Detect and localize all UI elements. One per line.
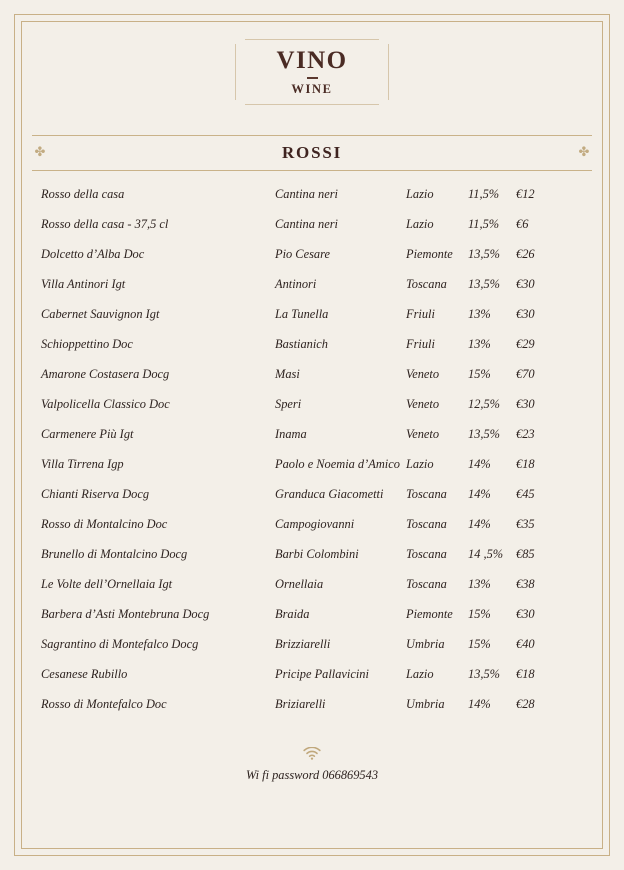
diamond-ornament-icon-left: ✤ [34, 145, 46, 160]
section-title: ROSSI [281, 143, 343, 162]
section-header-rossi [32, 135, 592, 171]
wine-region: Toscana [406, 547, 447, 561]
wine-producer: Speri [275, 397, 302, 411]
section-header-body [32, 136, 592, 170]
menu-subtitle: WINE [291, 82, 333, 97]
menu-footer [32, 747, 592, 783]
wine-price: €30 [516, 397, 535, 411]
wine-region: Veneto [406, 397, 440, 411]
wine-producer: Ornellaia [275, 577, 324, 591]
wine-producer: Braida [275, 607, 310, 621]
wine-price: €38 [516, 577, 535, 591]
wine-region: Umbria [406, 637, 445, 651]
wine-name: Amarone Costasera Docg [41, 367, 170, 381]
wine-row [32, 187, 592, 217]
wine-abv: 12,5% [468, 397, 501, 411]
wine-name: Rosso di Montalcino Doc [41, 517, 168, 531]
wine-region: Lazio [406, 217, 434, 231]
wine-list [32, 187, 592, 727]
wine-name: Brunello di Montalcino Docg [41, 547, 188, 561]
wine-name: Barbera d’Asti Montebruna Docg [41, 607, 210, 621]
wine-row [32, 427, 592, 457]
menu-title-block [32, 39, 592, 105]
wine-abv: 14% [468, 487, 491, 501]
wine-row [32, 547, 592, 577]
wine-producer: La Tunella [275, 307, 329, 321]
wine-row [32, 367, 592, 397]
wine-name: Le Volte dell’Ornellaia Igt [41, 577, 173, 591]
wine-name: Valpolicella Classico Doc [41, 397, 170, 411]
wine-row [32, 307, 592, 337]
wine-producer: Bastianich [275, 337, 328, 351]
section-rule-bottom [32, 170, 592, 171]
wine-row [32, 577, 592, 607]
wine-row [32, 457, 592, 487]
wifi-icon [303, 747, 321, 764]
title-cartouche [235, 39, 389, 105]
menu-content [32, 32, 592, 838]
wine-producer: Briziarelli [275, 697, 326, 711]
wine-row [32, 517, 592, 547]
wine-region: Toscana [406, 487, 447, 501]
wine-price: €12 [516, 187, 535, 201]
wine-abv: 15% [468, 637, 491, 651]
wine-producer: Paolo e Noemia d’Amico [275, 457, 400, 471]
wine-name: Rosso di Montefalco Doc [41, 697, 167, 711]
wine-abv: 13,5% [468, 277, 501, 291]
wine-price: €40 [516, 637, 535, 651]
wine-row [32, 697, 592, 727]
wine-producer: Barbi Colombini [275, 547, 359, 561]
wine-row [32, 217, 592, 247]
wine-abv: 14% [468, 457, 491, 471]
wine-name: Dolcetto d’Alba Doc [41, 247, 145, 261]
wine-abv: 11,5% [468, 217, 500, 231]
wine-abv: 13% [468, 337, 491, 351]
wine-name: Villa Tirrena Igp [41, 457, 124, 471]
wine-price: €6 [516, 217, 529, 231]
wine-region: Toscana [406, 577, 447, 591]
wine-producer: Pio Cesare [275, 247, 330, 261]
wine-abv: 13,5% [468, 247, 501, 261]
wine-name: Rosso della casa [41, 187, 125, 201]
wine-price: €35 [516, 517, 535, 531]
wine-row [32, 277, 592, 307]
wine-row [32, 667, 592, 697]
wine-price: €23 [516, 427, 535, 441]
wine-price: €30 [516, 307, 535, 321]
wine-row [32, 247, 592, 277]
wine-region: Piemonte [406, 607, 453, 621]
wine-region: Toscana [406, 277, 447, 291]
wine-producer: Antinori [275, 277, 317, 291]
menu-title: VINO [276, 47, 348, 75]
wine-producer: Brizziarelli [275, 637, 331, 651]
wine-producer: Pricipe Pallavicini [275, 667, 369, 681]
wine-region: Friuli [406, 337, 435, 351]
wine-name: Carmenere Più Igt [41, 427, 134, 441]
wine-price: €29 [516, 337, 535, 351]
wine-producer: Inama [275, 427, 307, 441]
wine-price: €30 [516, 277, 535, 291]
wine-region: Lazio [406, 457, 434, 471]
wine-abv: 13% [468, 307, 491, 321]
wine-price: €70 [516, 367, 535, 381]
wine-region: Friuli [406, 307, 435, 321]
wine-region: Piemonte [406, 247, 453, 261]
wine-abv: 11,5% [468, 187, 500, 201]
wine-name: Cabernet Sauvignon Igt [41, 307, 160, 321]
wine-abv: 14% [468, 697, 491, 711]
wine-region: Veneto [406, 427, 440, 441]
wine-name: Schioppettino Doc [41, 337, 133, 351]
wine-abv: 14% [468, 517, 491, 531]
wine-producer: Granduca Giacometti [275, 487, 384, 501]
wine-name: Rosso della casa - 37,5 cl [41, 217, 169, 231]
wine-producer: Campogiovanni [275, 517, 355, 531]
wine-price: €26 [516, 247, 535, 261]
wifi-password-text: Wi fi password 066869543 [245, 768, 379, 782]
wine-region: Lazio [406, 667, 434, 681]
wine-name: Chianti Riserva Docg [41, 487, 150, 501]
title-divider-dash [307, 77, 318, 79]
wine-region: Umbria [406, 697, 445, 711]
wine-producer: Masi [275, 367, 300, 381]
wine-row [32, 397, 592, 427]
wine-row [32, 487, 592, 517]
wine-price: €45 [516, 487, 535, 501]
wine-name: Villa Antinori Igt [41, 277, 126, 291]
diamond-ornament-icon-right: ✤ [578, 145, 590, 160]
wine-price: €30 [516, 607, 535, 621]
wine-abv: 15% [468, 367, 491, 381]
wine-price: €28 [516, 697, 535, 711]
wine-abv: 15% [468, 607, 491, 621]
wine-name: Cesanese Rubillo [41, 667, 128, 681]
wine-price: €85 [516, 547, 535, 561]
wine-producer: Cantina neri [275, 187, 338, 201]
wine-abv: 13,5% [468, 667, 501, 681]
wine-row [32, 607, 592, 637]
wine-abv: 13% [468, 577, 491, 591]
wine-abv: 14 ,5% [468, 547, 504, 561]
wine-producer: Cantina neri [275, 217, 338, 231]
wine-price: €18 [516, 457, 535, 471]
wine-abv: 13,5% [468, 427, 501, 441]
wine-row [32, 637, 592, 667]
wine-row [32, 337, 592, 367]
wine-price: €18 [516, 667, 535, 681]
wine-region: Toscana [406, 517, 447, 531]
wine-region: Lazio [406, 187, 434, 201]
wine-name: Sagrantino di Montefalco Docg [41, 637, 199, 651]
wine-region: Veneto [406, 367, 440, 381]
